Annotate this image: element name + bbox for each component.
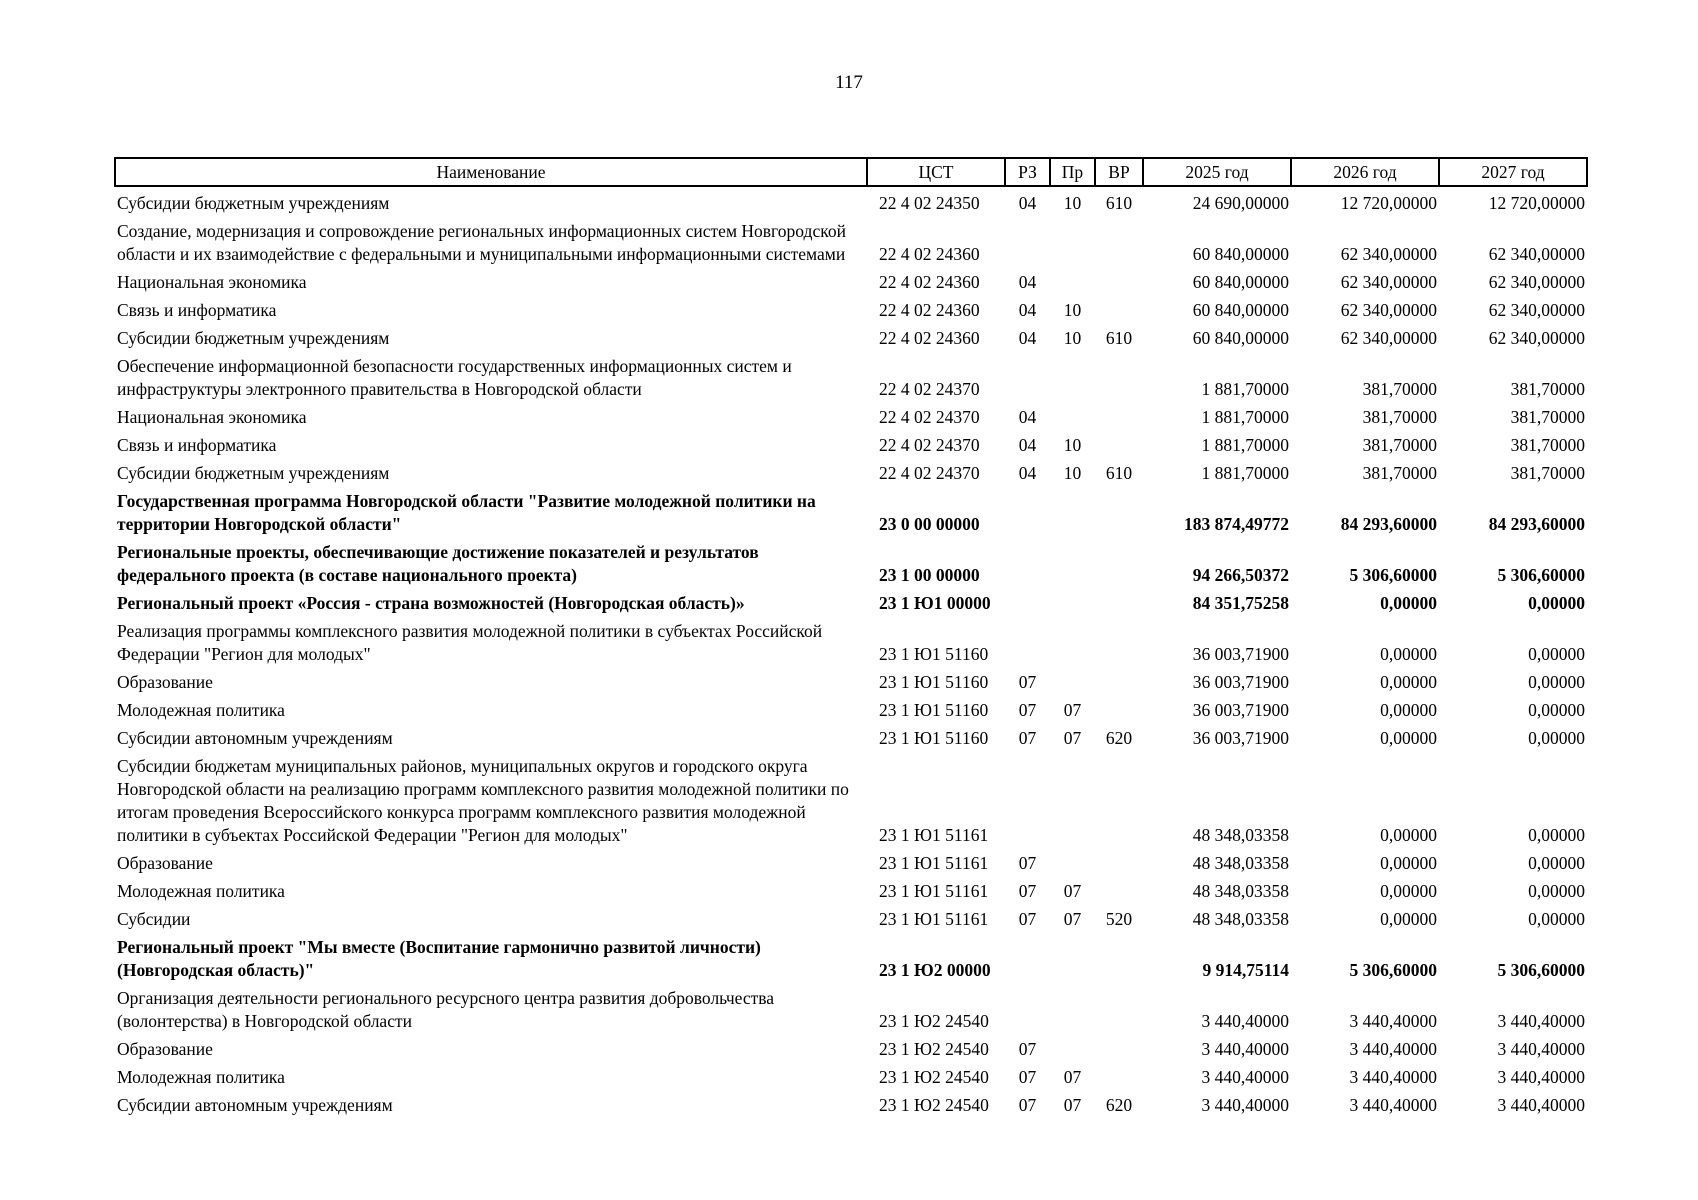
cell-rz [1005,485,1050,536]
cell-cst: 23 1 Ю2 24540 [879,1067,989,1087]
cell-2025: 60 840,00000 [1192,272,1289,292]
cell-rz: 07 [1018,672,1037,692]
cell-2026: 0,00000 [1380,825,1437,845]
page-number: 117 [835,72,863,93]
table-row [115,982,1587,1033]
cell-vr [1095,666,1143,694]
cell-2026: 3 440,40000 [1349,1067,1437,1087]
cell-vr: 610 [1105,193,1133,213]
cell-2027: 381,70000 [1510,407,1585,427]
cell-2025: 24 690,00000 [1192,193,1289,213]
cell-pr [1050,536,1095,587]
cell-2027: 62 340,00000 [1488,328,1585,348]
table-row [115,429,1587,457]
cell-2027: 3 440,40000 [1497,1067,1585,1087]
cell-pr: 10 [1063,328,1082,348]
cell-2027: 62 340,00000 [1488,300,1585,320]
cell-2027: 381,70000 [1510,463,1585,483]
cell-name: Региональный проект «Россия - страна возможностей (Новгородская область)» [117,593,745,613]
cell-2025: 36 003,71900 [1192,728,1289,748]
table-row [115,401,1587,429]
cell-name: Образование [117,1039,213,1059]
cell-pr: 10 [1063,463,1082,483]
cell-rz: 07 [1018,1039,1037,1059]
cell-vr: 610 [1105,463,1133,483]
cell-2025: 60 840,00000 [1192,244,1289,264]
cell-name: Субсидии автономным учреждениям [117,1095,393,1115]
cell-name: Субсидии автономным учреждениям [117,728,393,748]
cell-rz: 04 [1018,435,1037,455]
cell-name: Субсидии бюджетным учреждениям [117,328,390,348]
cell-cst: 23 1 Ю2 24540 [879,1011,989,1031]
cell-rz: 04 [1018,463,1037,483]
cell-pr: 10 [1063,300,1082,320]
cell-vr [1095,1033,1143,1061]
cell-cst: 23 1 Ю1 51160 [879,700,989,720]
cell-rz: 07 [1018,853,1037,873]
cell-rz: 04 [1018,300,1037,320]
header-vr: ВР [1095,158,1143,186]
table-row [115,694,1587,722]
header-name: Наименование [115,158,867,186]
cell-vr [1095,1061,1143,1089]
cell-pr [1050,1033,1095,1061]
cell-2027: 5 306,60000 [1497,960,1585,980]
cell-cst: 23 1 Ю2 24540 [879,1095,989,1115]
cell-2025: 3 440,40000 [1201,1067,1289,1087]
cell-2027: 0,00000 [1528,672,1585,692]
table-row [115,931,1587,982]
cell-2025: 48 348,03358 [1192,881,1289,901]
cell-2025: 3 440,40000 [1201,1095,1289,1115]
cell-rz: 07 [1018,1095,1037,1115]
cell-2026: 12 720,00000 [1340,193,1437,213]
cell-vr [1095,401,1143,429]
header-2026: 2026 год [1291,158,1439,186]
cell-2026: 3 440,40000 [1349,1011,1437,1031]
cell-2027: 0,00000 [1528,825,1585,845]
budget-table [114,157,1588,1117]
cell-2027: 0,00000 [1528,593,1585,613]
cell-2026: 0,00000 [1380,593,1437,613]
cell-2025: 3 440,40000 [1201,1039,1289,1059]
cell-name: Связь и информатика [117,300,277,320]
cell-2025: 1 881,70000 [1201,435,1289,455]
cell-2026: 381,70000 [1362,407,1437,427]
cell-cst: 23 1 Ю1 51161 [879,909,989,929]
table-row [115,847,1587,875]
cell-vr [1095,294,1143,322]
cell-cst: 22 4 02 24370 [879,435,980,455]
header-pr: Пр [1050,158,1095,186]
cell-rz [1005,350,1050,401]
cell-2025: 94 266,50372 [1192,565,1289,585]
table-row [115,294,1587,322]
cell-cst: 23 0 00 00000 [879,514,980,534]
table-row [115,1033,1587,1061]
table-row [115,615,1587,666]
budget-table-container [114,157,1586,1117]
cell-cst: 23 1 Ю1 51160 [879,672,989,692]
cell-cst: 22 4 02 24360 [879,272,980,292]
cell-2025: 36 003,71900 [1192,644,1289,664]
cell-2026: 62 340,00000 [1340,300,1437,320]
cell-pr: 07 [1063,1067,1082,1087]
cell-pr [1050,615,1095,666]
cell-name: Региональные проекты, обеспечивающие достижение показателей и результатов федерального проекта (в составе национального проекта) [117,542,759,585]
header-2027: 2027 год [1439,158,1587,186]
cell-vr [1095,215,1143,266]
cell-cst: 23 1 Ю1 51160 [879,728,989,748]
cell-2027: 12 720,00000 [1488,193,1585,213]
cell-2027: 0,00000 [1528,881,1585,901]
cell-2026: 5 306,60000 [1349,960,1437,980]
header-rz: РЗ [1005,158,1050,186]
cell-2027: 0,00000 [1528,909,1585,929]
cell-rz: 07 [1018,728,1037,748]
cell-2025: 36 003,71900 [1192,672,1289,692]
table-row [115,536,1587,587]
cell-cst: 22 4 02 24370 [879,463,980,483]
cell-vr [1095,931,1143,982]
cell-vr [1095,875,1143,903]
cell-cst: 22 4 02 24360 [879,244,980,264]
table-row [115,266,1587,294]
cell-2026: 62 340,00000 [1340,244,1437,264]
cell-2027: 381,70000 [1510,435,1585,455]
cell-rz [1005,215,1050,266]
cell-2026: 84 293,60000 [1340,514,1437,534]
cell-rz: 04 [1018,407,1037,427]
cell-cst: 23 1 Ю1 51161 [879,825,989,845]
cell-name: Субсидии бюджетным учреждениям [117,193,390,213]
cell-rz: 04 [1018,272,1037,292]
cell-name: Национальная экономика [117,272,307,292]
cell-rz: 04 [1018,328,1037,348]
cell-rz [1005,615,1050,666]
cell-cst: 23 1 Ю1 51161 [879,881,989,901]
cell-cst: 23 1 Ю1 51161 [879,853,989,873]
cell-2026: 0,00000 [1380,672,1437,692]
cell-2027: 381,70000 [1510,379,1585,399]
cell-vr [1095,485,1143,536]
cell-2026: 5 306,60000 [1349,565,1437,585]
cell-cst: 22 4 02 24360 [879,328,980,348]
cell-pr: 07 [1063,700,1082,720]
cell-cst: 23 1 Ю2 00000 [879,960,991,980]
cell-2025: 48 348,03358 [1192,853,1289,873]
cell-2025: 1 881,70000 [1201,407,1289,427]
cell-pr [1050,215,1095,266]
cell-name: Региональный проект "Мы вместе (Воспитание гармонично развитой личности) (Новгородская область)" [117,937,761,980]
cell-2026: 62 340,00000 [1340,328,1437,348]
cell-name: Субсидии [117,909,191,929]
cell-rz: 04 [1018,193,1037,213]
table-row [115,1089,1587,1117]
cell-pr: 07 [1063,728,1082,748]
cell-cst: 23 1 Ю2 24540 [879,1039,989,1059]
table-row [115,485,1587,536]
cell-2027: 0,00000 [1528,700,1585,720]
cell-rz [1005,931,1050,982]
cell-2025: 36 003,71900 [1192,700,1289,720]
table-body [115,186,1587,1117]
table-row [115,1061,1587,1089]
cell-pr: 07 [1063,909,1082,929]
cell-2026: 0,00000 [1380,700,1437,720]
table-row [115,722,1587,750]
cell-name: Организация деятельности регионального ресурсного центра развития добровольчества (волонтерства) в Новгородской области [117,988,775,1031]
cell-2027: 62 340,00000 [1488,244,1585,264]
cell-2026: 0,00000 [1380,881,1437,901]
cell-cst: 23 1 00 00000 [879,565,980,585]
cell-2025: 183 874,49772 [1184,514,1289,534]
cell-2027: 62 340,00000 [1488,272,1585,292]
cell-name: Образование [117,672,213,692]
cell-pr [1050,587,1095,615]
cell-name: Реализация программы комплексного развития молодежной политики в субъектах Российской Федерации "Регион для молодых" [117,621,823,664]
cell-2025: 1 881,70000 [1201,379,1289,399]
cell-2025: 1 881,70000 [1201,463,1289,483]
cell-rz [1005,982,1050,1033]
cell-vr [1095,266,1143,294]
cell-vr: 620 [1105,1095,1133,1115]
cell-2027: 84 293,60000 [1488,514,1585,534]
header-2025: 2025 год [1143,158,1291,186]
cell-2025: 48 348,03358 [1192,825,1289,845]
cell-vr: 620 [1105,728,1133,748]
cell-2026: 381,70000 [1362,463,1437,483]
cell-pr: 07 [1063,881,1082,901]
header-cst: ЦСТ [867,158,1005,186]
cell-cst: 22 4 02 24350 [879,193,980,213]
cell-2026: 3 440,40000 [1349,1039,1437,1059]
cell-name: Национальная экономика [117,407,307,427]
cell-pr [1050,982,1095,1033]
cell-2026: 62 340,00000 [1340,272,1437,292]
table-row [115,215,1587,266]
cell-vr [1095,982,1143,1033]
cell-cst: 22 4 02 24360 [879,300,980,320]
cell-pr [1050,266,1095,294]
cell-pr: 10 [1063,435,1082,455]
table-row [115,350,1587,401]
cell-pr [1050,401,1095,429]
table-row [115,903,1587,931]
cell-pr: 07 [1063,1095,1082,1115]
cell-name: Обеспечение информационной безопасности государственных информационных систем и инфраструктуры электронного правительства в Новгородской области [117,356,792,399]
cell-2025: 9 914,75114 [1202,960,1289,980]
table-row [115,750,1587,847]
cell-pr [1050,485,1095,536]
table-row [115,322,1587,350]
cell-2025: 48 348,03358 [1192,909,1289,929]
cell-rz: 07 [1018,881,1037,901]
cell-pr [1050,750,1095,847]
table-row [115,186,1587,215]
cell-vr [1095,615,1143,666]
cell-pr: 10 [1063,193,1082,213]
cell-2025: 60 840,00000 [1192,328,1289,348]
cell-cst: 22 4 02 24370 [879,407,980,427]
table-row [115,875,1587,903]
cell-cst: 23 1 Ю1 00000 [879,593,991,613]
cell-name: Создание, модернизация и сопровождение региональных информационных систем Новгородской области и их взаимодействие с федеральными и муниципальными информационными системами [117,221,846,264]
cell-name: Молодежная политика [117,881,285,901]
cell-vr: 610 [1105,328,1133,348]
cell-pr [1050,931,1095,982]
cell-cst: 23 1 Ю1 51160 [879,644,989,664]
cell-name: Молодежная политика [117,700,285,720]
cell-2025: 84 351,75258 [1192,593,1289,613]
cell-cst: 22 4 02 24370 [879,379,980,399]
cell-rz [1005,587,1050,615]
cell-2026: 0,00000 [1380,909,1437,929]
cell-2026: 3 440,40000 [1349,1095,1437,1115]
cell-rz [1005,750,1050,847]
cell-2027: 3 440,40000 [1497,1095,1585,1115]
cell-pr [1050,666,1095,694]
cell-rz [1005,536,1050,587]
cell-vr [1095,350,1143,401]
cell-pr [1050,847,1095,875]
cell-2025: 3 440,40000 [1201,1011,1289,1031]
cell-rz: 07 [1018,909,1037,929]
cell-2027: 3 440,40000 [1497,1011,1585,1031]
cell-vr [1095,429,1143,457]
cell-rz: 07 [1018,700,1037,720]
cell-2026: 0,00000 [1380,728,1437,748]
cell-pr [1050,350,1095,401]
cell-2026: 0,00000 [1380,853,1437,873]
cell-vr: 520 [1105,909,1133,929]
cell-2027: 0,00000 [1528,853,1585,873]
cell-vr [1095,694,1143,722]
cell-vr [1095,847,1143,875]
cell-vr [1095,750,1143,847]
cell-vr [1095,587,1143,615]
table-header-row [115,158,1587,186]
cell-2025: 60 840,00000 [1192,300,1289,320]
cell-2026: 0,00000 [1380,644,1437,664]
cell-name: Субсидии бюджетам муниципальных районов, муниципальных округов и городского округа Новгородской области на реализацию программ комплексного развития молодежной политики по итогам проведения Всероссийского конкурса программ комплексного развития молодежной политики в субъектах Российской Федерации "Регион для молодых" [117,756,849,845]
cell-name: Связь и информатика [117,435,277,455]
table-row [115,587,1587,615]
table-row [115,666,1587,694]
cell-name: Образование [117,853,213,873]
cell-2026: 381,70000 [1362,435,1437,455]
cell-rz: 07 [1018,1067,1037,1087]
cell-2026: 381,70000 [1362,379,1437,399]
cell-2027: 5 306,60000 [1497,565,1585,585]
cell-2027: 0,00000 [1528,644,1585,664]
cell-name: Молодежная политика [117,1067,285,1087]
cell-name: Субсидии бюджетным учреждениям [117,463,390,483]
table-row [115,457,1587,485]
cell-name: Государственная программа Новгородской области "Развитие молодежной политики на территории Новгородской области" [117,491,816,534]
cell-vr [1095,536,1143,587]
cell-2027: 0,00000 [1528,728,1585,748]
cell-2027: 3 440,40000 [1497,1039,1585,1059]
